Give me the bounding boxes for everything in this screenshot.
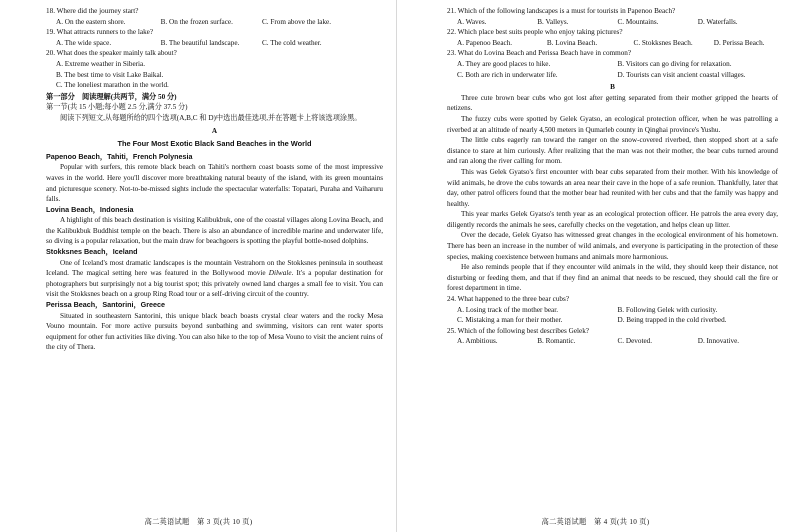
question-24-options-row1 bbox=[447, 305, 778, 316]
option-24-b: B. Following Gelek with curiosity. bbox=[617, 305, 718, 314]
question-18: 18. Where did the journey start? bbox=[46, 7, 139, 15]
question-21: 21. Which of the following landscapes is a must for tourists in Papenoo Beach? bbox=[447, 7, 676, 15]
option-25-b: B. Romantic. bbox=[537, 337, 576, 346]
beach-text-papenoo: Popular with surfers, this remote black beach on Tahiti's northern coast boasts some of the most impressive waves in the world. Here you'll discover more breathtaking natural beauty of the island, with its green mountains and picturesque scenery. Not-to-be-missed sights include the spectacular waterfalls: Topatari, Puraha and Vaiharuru falls. bbox=[46, 163, 383, 204]
passage-b-paragraph-4: This was Gelek Gyatso's first encounter with bear cubs separated from their mother. With his knowledge of wild animals, he drove the cubs towards an area near their cave in the hope of a safe reunion. Thankfully, later that day, other patrol officers found that the mother bear had reunited with her cubs and that the family was happy and healthy. bbox=[447, 167, 778, 208]
option-20-b: B. The best time to visit Lake Baikal. bbox=[56, 70, 164, 79]
question-18-options bbox=[46, 17, 383, 28]
question-23-options-row2 bbox=[447, 70, 778, 81]
option-23-c: C. Both are rich in underwater life. bbox=[457, 70, 558, 79]
passage-b-paragraph-2: The fuzzy cubs were spotted by Gelek Gyatso, an ecological protection officer, when he was patrolling a riverbed at an altitude of nearly 4,500 meters in Qumarleb county in Qinghai province's Yushu. bbox=[447, 114, 778, 134]
option-25-c: C. Devoted. bbox=[617, 337, 653, 346]
option-18-c: C. From above the lake. bbox=[261, 17, 332, 26]
beach-text-lovina: A highlight of this beach destination is visiting Kalibukbuk, one of the coastal villages along Lovina Beach, and the Kalibukbuk Buddhist temple on the beach. There is also an abundance of incredible marine and underwater life, so diving is a popular relaxation, but the main draw for beachgoers is spotting the playful bottle-nosed dolphins. bbox=[46, 216, 383, 246]
question-25: 25. Which of the following best describes Gelek? bbox=[447, 326, 589, 335]
option-21-c: C. Mountains. bbox=[617, 17, 659, 26]
option-22-a: A. Papenoo Beach. bbox=[457, 38, 513, 47]
option-21-a: A. Waves. bbox=[457, 17, 487, 26]
option-19-c: C. The cold weather. bbox=[261, 38, 322, 47]
question-25-options bbox=[447, 336, 778, 347]
movie-title: Dilwale bbox=[268, 269, 292, 278]
option-22-c: C. Stokksnes Beach. bbox=[633, 38, 693, 47]
option-25-d: D. Innovative. bbox=[697, 337, 740, 346]
beach-text-stokksnes bbox=[46, 258, 383, 300]
beach-heading-lovina: Lovina Beach，Indonesia bbox=[46, 204, 134, 214]
option-21-d: D. Waterfalls. bbox=[697, 17, 738, 26]
question-23: 23. What do Lovina Beach and Perissa Beach have in common? bbox=[447, 49, 632, 58]
question-23-options-row1 bbox=[447, 59, 778, 70]
option-20-c: C. The loneliest marathon in the world. bbox=[56, 81, 169, 90]
option-25-a: A. Ambitious. bbox=[457, 337, 498, 346]
instructions: 阅读下列短文,从每题所给的四个选项(A,B,C 和 D)中选出最佳选项,并在答题卡上将该选项涂黑。 bbox=[60, 113, 362, 122]
passage-b-paragraph-5: This year marks Gelek Gyatso's tenth year as an ecological protection officer. He patrols the area every day, diligently records the animals he sees, carefully checks on the vegetation, and helps clean up litter. bbox=[447, 210, 778, 229]
passage-letter-b: B bbox=[610, 83, 615, 92]
passage-letter-a: A bbox=[211, 126, 218, 135]
option-18-a: A. On the eastern shore. bbox=[56, 17, 126, 26]
option-19-a: A. The wide space. bbox=[56, 38, 112, 47]
option-24-a: A. Losing track of the mother bear. bbox=[457, 305, 558, 314]
passage-b-paragraph-3: The little cubs eagerly ran toward the ranger on the snow-covered riverbed, then stopped short at a safe distance to stare at him curiously. After realizing that the man was not their mother, the bear cubs turned around and ran along the river calling for mom. bbox=[447, 136, 778, 166]
option-22-d: D. Perissa Beach. bbox=[713, 38, 765, 47]
beach-heading-papenoo: Papenoo Beach，Tahiti，French Polynesia bbox=[46, 151, 193, 161]
passage-b-paragraph-6: Over the decade, Gelek Gyatso has witnessed great changes in the ecological environment of his hometown. There has been an increase in the number of wild animals, and everyone is participating in the protection of these species, making coexistence between humans and animals more harmonious. bbox=[447, 231, 778, 261]
beach-text-perissa: Situated in southeastern Santorini, this unique black beach boasts crystal clear waters and the rocky Mesa Vouno mountain. For more active pursuits beyond sunbathing and swimming, visitors can rent water sports equipment for other fun activities like diving. You can also hike to the top of Mesa Vouno to visit the ancient ruins of the city of Thera. bbox=[46, 311, 383, 352]
option-23-b: B. Visitors can go diving for relaxation. bbox=[617, 59, 732, 68]
question-21-options bbox=[447, 17, 778, 28]
option-19-b: B. The beautiful landscape. bbox=[160, 38, 240, 47]
passage-b-paragraph-7: He also reminds people that if they encounter wild animals in the wild, they should keep their distance, not disturbing or feeding them, and that if they find an animal that needs to be rescued, they should call the fire or forest department in time. bbox=[447, 263, 778, 293]
question-22: 22. Which place best suits people who enjoy taking pictures? bbox=[447, 28, 623, 37]
question-19: 19. What attracts runners to the lake? bbox=[46, 28, 154, 37]
beach-heading-stokksnes: Stokksnes Beach，Iceland bbox=[46, 247, 138, 257]
option-24-c: C. Mistaking a man for their mother. bbox=[457, 316, 563, 325]
option-21-b: B. Valleys. bbox=[537, 17, 569, 26]
question-20: 20. What does the speaker mainly talk about? bbox=[46, 49, 177, 58]
passage-b-paragraph-1: Three cute brown bear cubs who got lost after getting separated from their mother gripped the hearts of netizens. bbox=[447, 93, 778, 113]
stokksnes-text-b: . It's a popular destination for photographers but surprisingly not a big tourist spot; this privately owned land charges a small fee to visit. You can visit the Stokksnes beach on a group Ring Road tour or a self-driving circuit of the country. bbox=[46, 269, 383, 299]
option-23-d: D. Tourists can visit ancient coastal villages. bbox=[617, 70, 746, 79]
option-23-a: A. They are good places to hike. bbox=[457, 59, 551, 68]
stokksnes-text-a: One of Iceland's most dramatic landscapes is the mountain Vestrahorn on the Stokksnes peninsula in southeast Iceland. The magical setting here was featured in the Bollywood movie bbox=[46, 258, 383, 278]
option-22-b: B. Lovina Beach. bbox=[546, 38, 598, 47]
section-heading: 第一节(共 15 小题;每小题 2.5 分,满分 37.5 分) bbox=[46, 103, 188, 112]
part-heading: 第一部分 阅读理解(共两节，满分 50 分) bbox=[46, 92, 177, 101]
option-18-b: B. On the frozen surface. bbox=[160, 17, 233, 26]
question-19-options bbox=[46, 38, 383, 49]
option-20-a: A. Extreme weather in Siberia. bbox=[56, 59, 146, 68]
question-24-options-row2 bbox=[447, 315, 778, 326]
question-24: 24. What happened to the three bear cubs? bbox=[447, 295, 570, 304]
passage-title: The Four Most Exotic Black Sand Beaches in the World bbox=[117, 139, 312, 149]
page-footer-left: 高二英语试题 第 3 页(共 10 页) bbox=[144, 518, 253, 527]
option-24-d: D. Being trapped in the cold riverbed. bbox=[617, 316, 727, 325]
page-footer-right: 高二英语试题 第 4 页(共 10 页) bbox=[541, 518, 650, 527]
question-22-options bbox=[447, 38, 778, 49]
beach-heading-perissa: Perissa Beach，Santorini，Greece bbox=[46, 300, 166, 310]
right-page bbox=[397, 0, 794, 532]
